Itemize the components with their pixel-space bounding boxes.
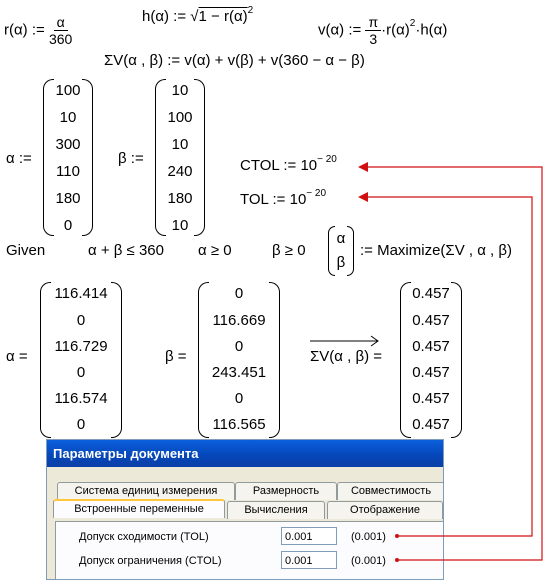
- constraint-alpha: α ≥ 0: [198, 242, 232, 259]
- tol-exp: − 20: [306, 188, 327, 199]
- tab-dimensions[interactable]: Размерность: [235, 482, 337, 500]
- tol-text: TOL := 10: [240, 191, 307, 208]
- ctol-arrow-head-icon: [358, 162, 368, 172]
- matrix-cell: 0.457: [412, 285, 450, 302]
- paren-right: [194, 79, 205, 236]
- paren-left: [155, 79, 166, 236]
- tol-default: (0.001): [351, 531, 386, 543]
- paren-right: [269, 282, 280, 438]
- tol-label: Допуск сходимости (TOL): [79, 531, 209, 543]
- sqrt-icon: √: [190, 8, 199, 25]
- matrix-cell: 0.457: [412, 338, 450, 355]
- matrix-cell: 0.457: [412, 312, 450, 329]
- constraint-sum: α + β ≤ 360: [88, 242, 164, 259]
- def-sigma: ΣV(α , β) := v(α) + v(β) + v(360 − α − β): [104, 52, 365, 69]
- paren-left: [43, 79, 54, 236]
- def-r-fraction: [49, 14, 72, 47]
- alpha-init-label: α :=: [6, 150, 32, 167]
- def-h-lhs: h(α) :=: [142, 8, 187, 25]
- def-v-num: π: [365, 14, 381, 31]
- matrix-cell: 100: [55, 82, 81, 99]
- matrix-cell: 10: [59, 109, 77, 126]
- matrix-cell: 300: [55, 136, 81, 153]
- ctol-def: [240, 154, 337, 174]
- matrix-cell: 116.729: [54, 338, 108, 355]
- constraint-beta: β ≥ 0: [272, 242, 306, 259]
- matrix-cell: 116.414: [54, 285, 108, 302]
- alpha-result-label: α =: [6, 348, 28, 365]
- tol-input[interactable]: 0.001: [281, 527, 337, 545]
- matrix-cell: 100: [167, 109, 193, 126]
- ctol-exp: − 20: [317, 154, 337, 165]
- def-r-den: 360: [48, 31, 73, 47]
- def-h: [142, 5, 254, 25]
- tab-compatibility[interactable]: Совместимость: [337, 482, 444, 500]
- ctol-input[interactable]: 0.001: [281, 551, 337, 569]
- matrix-cell: 240: [167, 163, 193, 180]
- beta-init-label: β :=: [118, 150, 144, 167]
- unknowns-vector: [328, 226, 354, 276]
- paren-right: [82, 79, 93, 236]
- given-keyword: Given: [6, 242, 46, 259]
- tab-builtin-variables[interactable]: Встроенные переменные: [53, 499, 225, 518]
- matrix-cell: 0: [234, 338, 244, 355]
- matrix-cell: 180: [167, 190, 193, 207]
- ctol-text: CTOL := 10: [240, 157, 318, 174]
- tab-display[interactable]: Отображение: [327, 501, 443, 519]
- dialog-title: Параметры документа: [47, 440, 443, 467]
- beta-result-label: β =: [165, 348, 187, 365]
- sigma-result-label: ΣV(α , β) =: [310, 348, 382, 365]
- sigma-result-matrix: [400, 282, 462, 438]
- def-h-radicand: 1 − r(α): [198, 8, 248, 25]
- matrix-cell: 0: [234, 285, 244, 302]
- beta-init-matrix: [155, 79, 205, 236]
- matrix-cell: 116.565: [212, 416, 266, 433]
- def-v-fraction: [365, 14, 381, 47]
- paren-right: [451, 282, 462, 438]
- matrix-cell: 0: [76, 364, 86, 381]
- def-r: [4, 14, 72, 47]
- matrix-cell: 0.457: [412, 390, 450, 407]
- matrix-cell: 0.457: [412, 416, 450, 433]
- vectorize-arrow-icon: [310, 334, 382, 348]
- matrix-cell: 0: [76, 312, 86, 329]
- matrix-cell: 243.451: [211, 364, 267, 381]
- beta-result-matrix: [198, 282, 280, 438]
- matrix-cell: 10: [171, 82, 189, 99]
- matrix-cell: 0: [63, 217, 73, 234]
- matrix-cell: 180: [55, 190, 81, 207]
- vector-cell: α: [336, 230, 346, 247]
- matrix-cell: 0: [234, 390, 244, 407]
- def-v-exp: 2: [409, 18, 416, 30]
- paren-right: [111, 282, 122, 438]
- def-v-rhs: ·r(α): [381, 21, 410, 39]
- ctol-default: (0.001): [351, 555, 386, 567]
- ctol-label: Допуск ограничения (CTOL): [79, 555, 222, 567]
- def-h-exp: 2: [247, 5, 254, 16]
- matrix-cell: 10: [171, 136, 189, 153]
- alpha-init-matrix: [43, 79, 93, 236]
- tol-arrow-head-icon: [358, 192, 368, 202]
- alpha-result-matrix: [40, 282, 122, 438]
- paren-left: [198, 282, 209, 438]
- def-v-tail: ·h(α): [415, 21, 448, 39]
- def-r-num: α: [54, 14, 68, 31]
- def-v: [318, 14, 447, 47]
- def-v-den: 3: [369, 31, 378, 47]
- matrix-cell: 0.457: [412, 364, 450, 381]
- vector-cell: β: [336, 254, 346, 271]
- def-v-lhs: v(α) :=: [318, 21, 362, 39]
- paren-left: [400, 282, 411, 438]
- tab-panel: [55, 521, 444, 580]
- tab-unit-system[interactable]: Система единиц измерения: [57, 482, 235, 500]
- tol-def: [240, 188, 327, 208]
- matrix-cell: 116.669: [212, 312, 266, 329]
- maximize-call: := Maximize(ΣV , α , β): [360, 242, 513, 259]
- matrix-cell: 0: [76, 416, 86, 433]
- def-r-lhs: r(α) :=: [4, 21, 45, 39]
- tab-calculation[interactable]: Вычисления: [227, 501, 325, 519]
- matrix-cell: 110: [56, 163, 80, 180]
- paren-left: [40, 282, 51, 438]
- matrix-cell: 116.574: [54, 390, 108, 407]
- matrix-cell: 10: [171, 217, 189, 234]
- document-settings-dialog: [46, 439, 444, 580]
